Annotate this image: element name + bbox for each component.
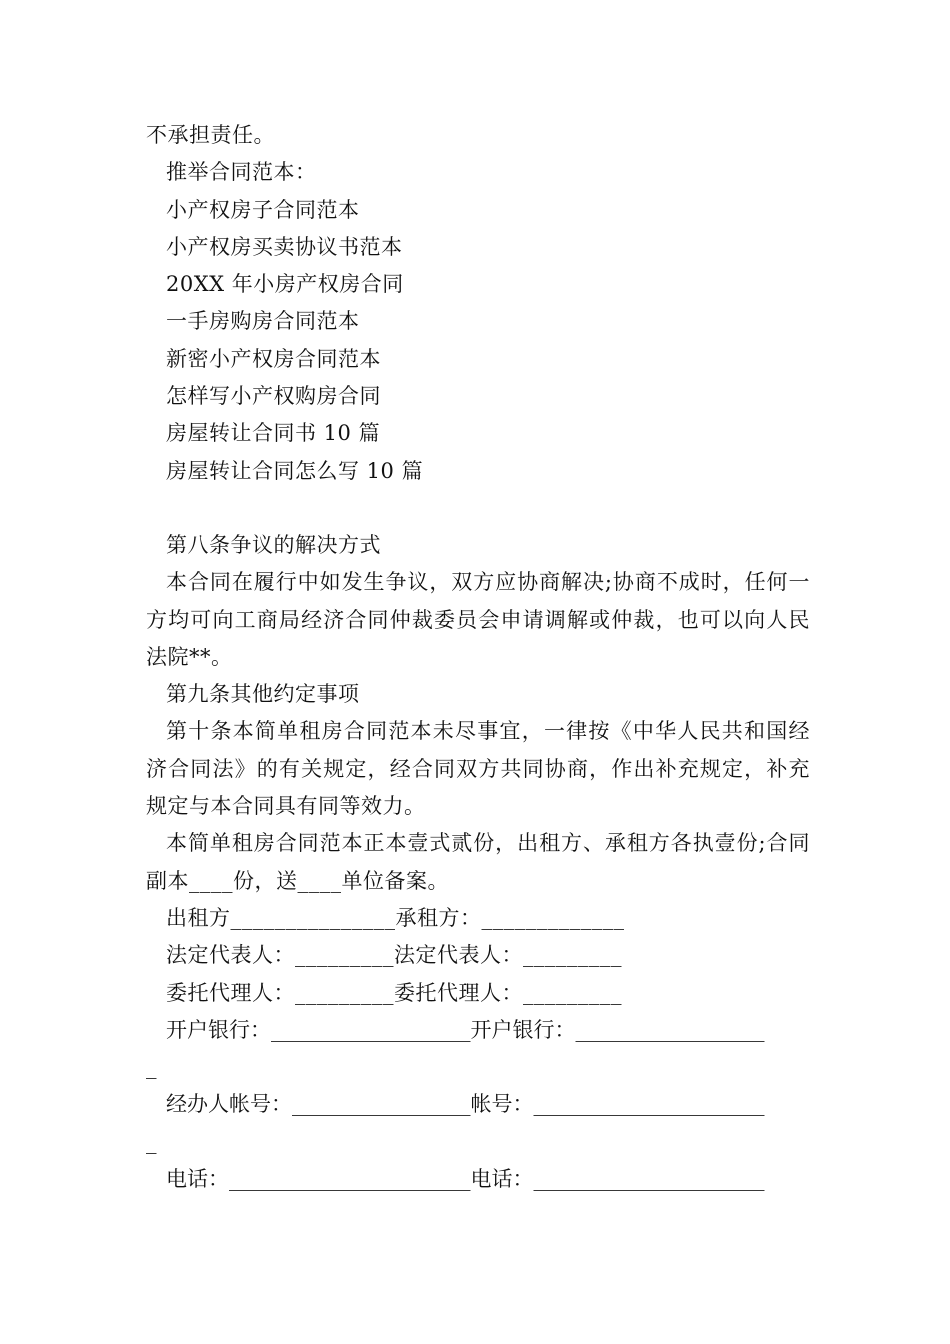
text-line: 不承担责任。 xyxy=(146,123,275,147)
recommend-item: 20XX 年小房产权房合同 xyxy=(166,272,404,297)
recommend-item: 小产权房子合同范本 xyxy=(166,197,360,222)
article-10-body: 第十条本简单租房合同范本未尽事宜，一律按《中华人民共和国经济合同法》的有关规定，经合同双方共同协商，作出补充规定，补充规定与本合同具有同等效力。 xyxy=(146,719,810,819)
recommend-item: 新密小产权房合同范本 xyxy=(166,346,381,371)
signature-row-phone: 电话：_______________________电话：______________________ xyxy=(166,1167,765,1192)
signature-row-account: 经办人帐号：_________________帐号：______________________ xyxy=(166,1092,765,1117)
recommend-item: 小产权房买卖协议书范本 xyxy=(166,234,403,259)
spacer xyxy=(146,490,816,527)
recommend-heading: 推举合同范本： xyxy=(166,160,317,185)
article-8-title: 第八条争议的解决方式 xyxy=(166,532,381,557)
article-9-title: 第九条其他约定事项 xyxy=(166,682,360,707)
recommend-item: 一手房购房合同范本 xyxy=(166,309,360,334)
signature-row-bank: 开户银行：___________________开户银行：__________________ xyxy=(166,1017,765,1042)
signature-row-agent: 委托代理人：_________委托代理人：_________ xyxy=(166,980,622,1005)
signature-row-account-overflow: _ xyxy=(146,1129,157,1154)
signature-row-legal-rep: 法定代表人：_________法定代表人：_________ xyxy=(166,943,622,968)
copies-body: 本简单租房合同范本正本壹式贰份，出租方、承租方各执壹份;合同副本____份，送____单位备案。 xyxy=(146,831,810,893)
article-8-body: 本合同在履行中如发生争议，双方应协商解决;协商不成时，任何一方均可向工商局经济合同仲裁委员会申请调解或仲裁，也可以向人民法院**。 xyxy=(146,570,810,669)
recommend-item: 怎样写小产权购房合同 xyxy=(166,384,381,409)
recommend-item: 房屋转让合同书 10 篇 xyxy=(166,421,381,446)
recommend-item: 房屋转让合同怎么写 10 篇 xyxy=(166,458,424,483)
signature-row-bank-overflow: _ xyxy=(146,1055,157,1080)
signature-row-lessor: 出租方_______________承租方：_____________ xyxy=(166,905,625,930)
document-page xyxy=(146,117,816,1198)
